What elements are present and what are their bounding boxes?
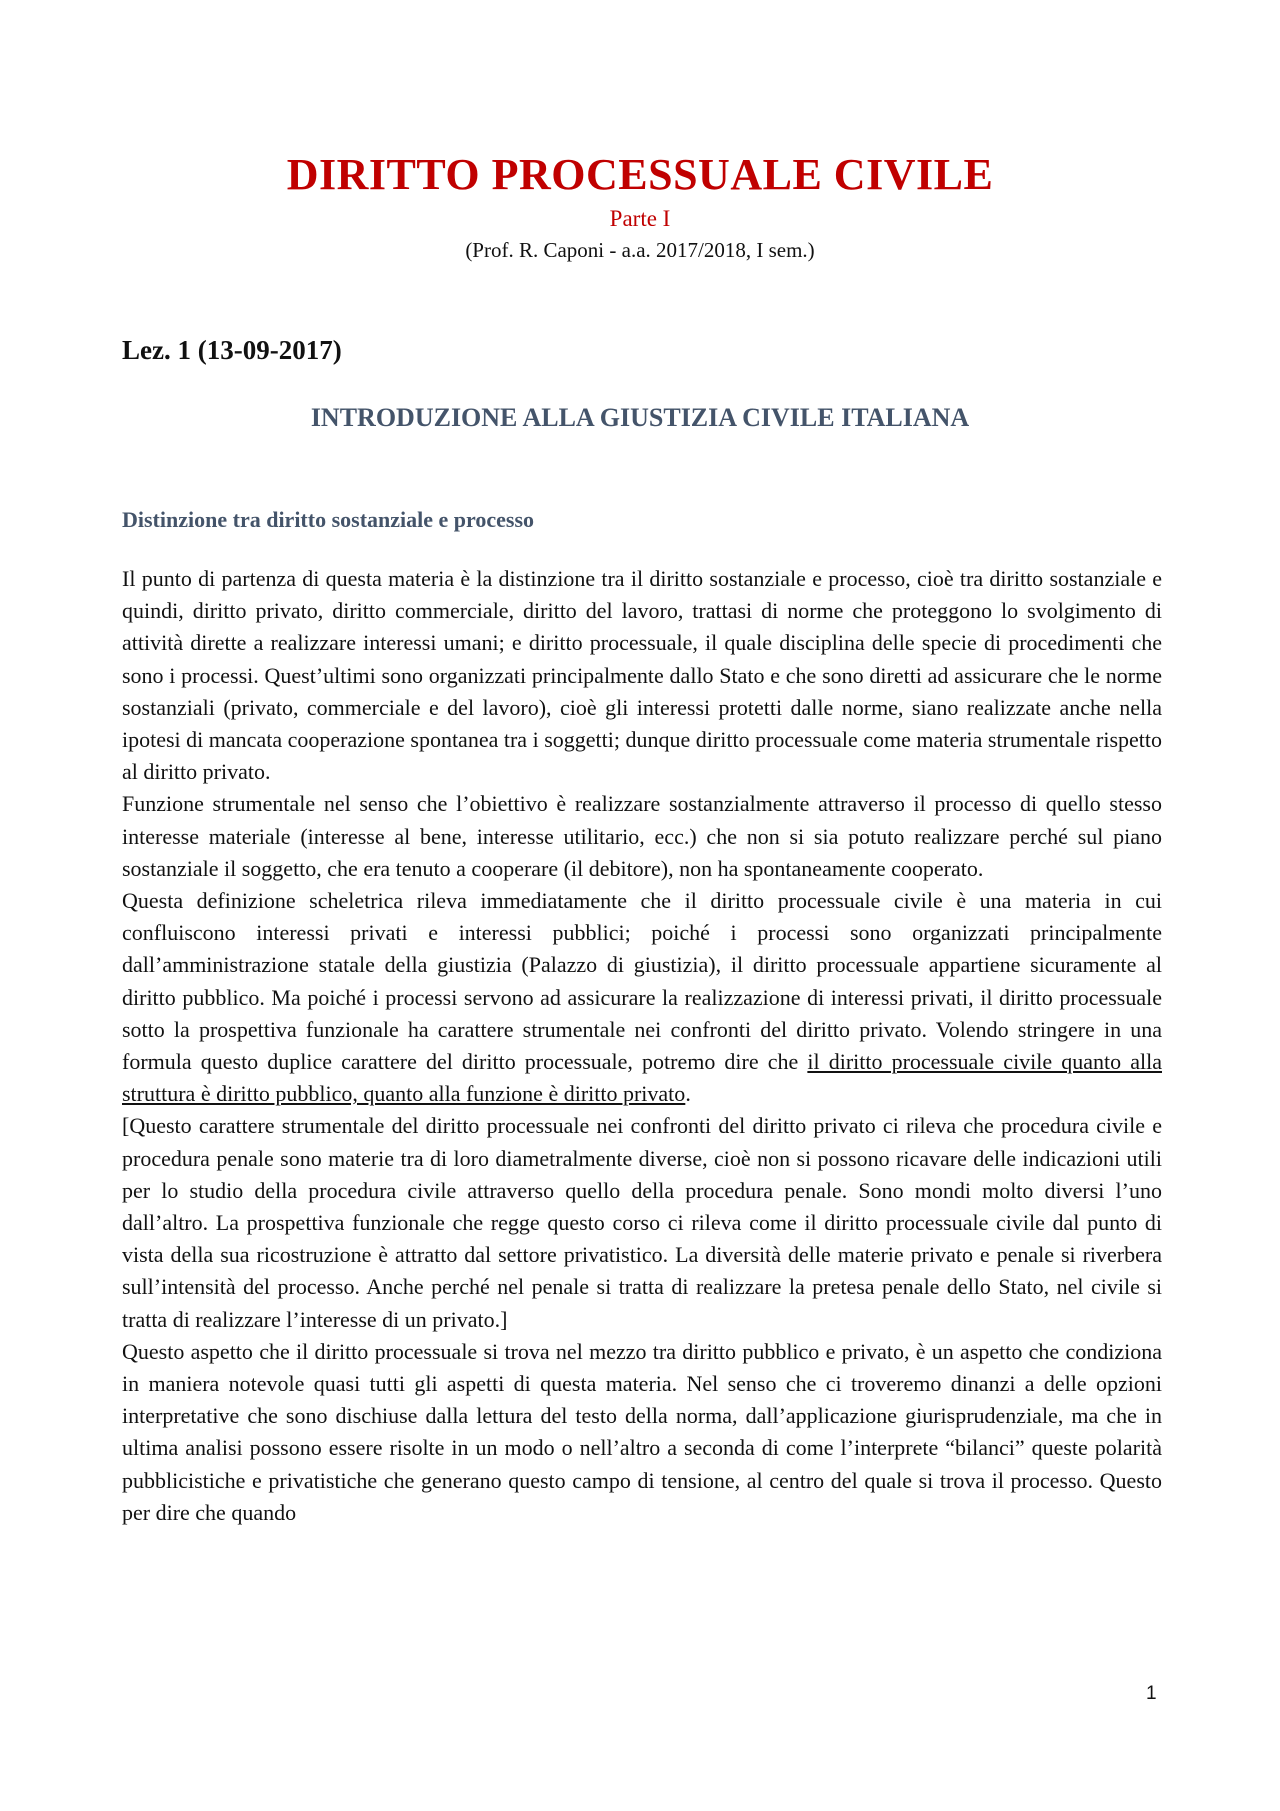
lecture-heading: Lez. 1 (13-09-2017) bbox=[122, 335, 342, 365]
paragraph: Questo aspetto che il diritto processuale si trova nel mezzo tra diritto pubblico e privato, è un aspetto che condiziona in maniera notevole quasi tutti gli aspetti di questa materia. Nel senso che ci troveremo dinanzi a delle opzioni interpretative che sono dischiuse dalla lettura del testo della norma, dall’applicazione giurisprudenziale, ma che in ultima analisi possono essere risolte in un modo o nell’altro a seconda di come l’interprete “bilanci” queste polarità pubblicistiche e privatistiche che generano questo campo di tensione, al centro del quale si trova il processo. Questo per dire che quando bbox=[122, 1338, 1162, 1525]
paragraph: [Questo carattere strumentale del diritto processuale nei confronti del diritto privato ci rileva che procedura civile e procedura penale sono materie tra di loro diametralmente diverse, cioè non si possono ricavare delle indicazioni utili per lo studio della procedura civile attraverso quello della procedura penale. Sono mondi molto diversi l’uno dall’altro. La prospettiva funzionale che regge questo corso ci rileva come il diritto processuale civile dal punto di vista della sua ricostruzione è attratto dal settore privatistico. La diversità delle materie privato e penale si riverbera sull’intensità del processo. Anche perché nel penale si tratta di realizzare la pretesa penale dello Stato, nel civile si tratta di realizzare l’interesse di un privato.] bbox=[122, 1113, 1162, 1332]
chapter-title: INTRODUZIONE ALLA GIUSTIZIA CIVILE ITALIANA bbox=[310, 403, 970, 432]
paragraph-text: Questa definizione scheletrica rileva immediatamente che il diritto processuale civile è una materia in cui confluiscono interessi privati e interessi pubblici; poiché i processi sono organizzati principalmente dall’amministrazione statale della giustizia (Palazzo di giustizia), il diritto processuale appartiene sicuramente al diritto pubblico. Ma poiché i processi servono ad assicurare la realizzazione di interessi privati, il diritto processuale sotto la prospettiva funzionale ha carattere strumentale nei confronti del diritto privato. Volendo stringere in una formula questo duplice carattere del diritto processuale, potremo dire che bbox=[122, 888, 1162, 1075]
professor-line: (Prof. R. Caponi - a.a. 2017/2018, I sem.) bbox=[465, 238, 815, 262]
paragraph-text: . bbox=[685, 1081, 691, 1107]
document-title: DIRITTO PROCESSUALE CIVILE bbox=[286, 150, 994, 199]
paragraph: Funzione strumentale nel senso che l’obiettivo è realizzare sostanzialmente attraverso il processo di quello stesso interesse materiale (interesse al bene, interesse utilitario, ecc.) che non si sia potuto realizzare perché sul piano sostanziale il soggetto, che era tenuto a cooperare (il debitore), non ha spontaneamente cooperato. bbox=[122, 791, 1162, 881]
underlined-definition: il diritto processuale civile quanto alla struttura è diritto pubblico, quanto alla funzione è diritto privato bbox=[122, 1049, 1162, 1107]
body-text bbox=[122, 563, 1162, 1529]
page-number: 1 bbox=[1146, 1683, 1157, 1704]
paragraph: Il punto di partenza di questa materia è la distinzione tra il diritto sostanziale e processo, cioè tra diritto sostanziale e quindi, diritto privato, diritto commerciale, diritto del lavoro, trattasi di norme che proteggono lo svolgimento di attività dirette a realizzare interessi umani; e diritto processuale, il quale disciplina delle specie di procedimenti che sono i processi. Quest’ultimi sono organizzati principalmente dallo Stato e che sono diretti ad assicurare che le norme sostanziali (privato, commerciale e del lavoro), cioè gli interessi protetti dalle norme, siano realizzate anche nella ipotesi di mancata cooperazione spontanea tra i soggetti; dunque diritto processuale come materia strumentale rispetto al diritto privato. bbox=[122, 566, 1162, 785]
document-subtitle: Parte I bbox=[609, 206, 671, 231]
paragraph bbox=[122, 885, 1162, 1110]
section-title: Distinzione tra diritto sostanziale e processo bbox=[122, 507, 535, 532]
